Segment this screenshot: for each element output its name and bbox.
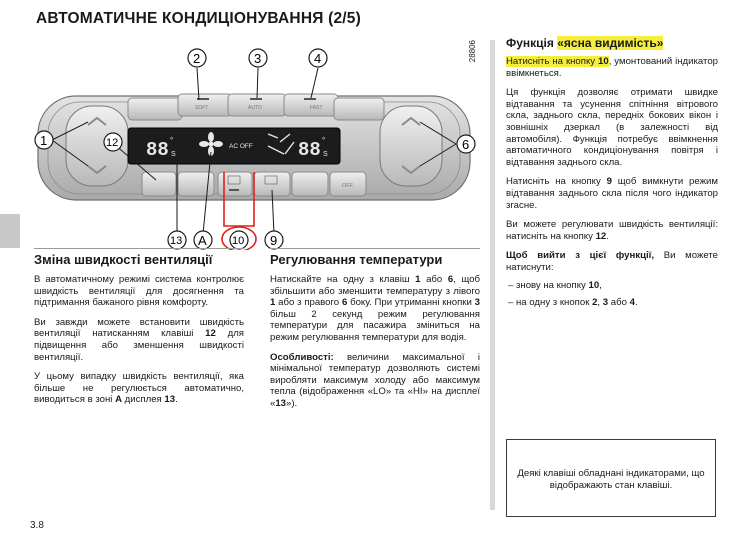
callout-9 xyxy=(265,231,283,249)
fan-speed-p3: У цьому випадку швидкість вентиляції, яка більше не регулюється автоматично, виводиться в зоні A дисплея 13. xyxy=(34,371,244,406)
svg-text:12: 12 xyxy=(106,137,119,149)
callout-2 xyxy=(188,49,206,67)
temperature-title: Регулювання температури xyxy=(270,252,443,267)
svg-text:6: 6 xyxy=(462,137,470,152)
temperature-section xyxy=(270,252,480,418)
svg-text:13: 13 xyxy=(170,235,183,247)
clear-view-p4: Ви можете регулювати швидкість вентиляції: натисніть на кнопку 12. xyxy=(506,219,718,242)
svg-text:1: 1 xyxy=(40,133,48,148)
svg-text:9: 9 xyxy=(270,233,278,248)
exit-option-2: – на одну з кнопок 2, 3 або 4. xyxy=(508,297,638,309)
page-number: 3.8 xyxy=(30,520,44,531)
svg-text:A: A xyxy=(198,233,207,248)
callout-1 xyxy=(35,131,53,149)
soft-label: SOFT xyxy=(195,105,209,111)
divider-mid xyxy=(270,248,480,249)
temperature-p1: Натискайте на одну з клавіш 1 або 6, щоб збільшити або зменшити температуру з лівого 1 або з правого 6 боку. При утриманні кнопки 3 більш 2 секунд режим регулювання температури для пасажира зміниться на режим регулювання температури для водія. xyxy=(270,274,481,343)
fan-speed-p2: Ви завжди можете встановити швидкість вентиляції натисканням клавіші 12 для підвищення або зменшення швидкості вентиляції. xyxy=(34,316,245,363)
divider-left xyxy=(34,248,244,249)
callout-4 xyxy=(309,49,327,67)
clear-view-p5: Щоб вийти з цієї функції, Ви можете натиснути: xyxy=(506,250,719,273)
display-left-temp: 88 xyxy=(146,139,169,161)
svg-text:2: 2 xyxy=(193,51,201,66)
section-tab-marker xyxy=(0,214,20,248)
callout-12 xyxy=(104,133,122,151)
off-label: OFF xyxy=(342,183,353,189)
button-12-fan xyxy=(142,172,176,196)
button-top-right xyxy=(334,98,384,120)
svg-text:4: 4 xyxy=(314,51,322,66)
callout-A xyxy=(194,231,212,249)
display-right-deg: ° xyxy=(322,136,326,145)
callout-10 xyxy=(222,227,256,250)
page-title xyxy=(36,10,361,28)
fan-speed-section xyxy=(34,252,244,414)
page-title-text: АВТОМАТИЧНЕ КОНДИЦІОНУВАННЯ xyxy=(36,10,324,27)
display-left-deg: ° xyxy=(170,136,174,145)
page-title-part: (2/5) xyxy=(328,10,361,27)
clear-view-p3: Натисніть на кнопку 9 щоб вимкнути режим відтавання заднього скла після чого індикатор згасне. xyxy=(506,176,718,211)
fast-label: FAST xyxy=(310,105,323,111)
clear-view-section xyxy=(506,36,718,309)
figure-number: 28806 xyxy=(468,40,477,63)
note-box xyxy=(506,439,716,517)
clear-view-p2: Ця функція дозволяє отримати швидке відтавання та усунення спітніння вітрового скла, заднього скла, передніх бокових вікон і зовнішніх дзеркал (в залежності від автомобіля). Функція потребує ввімкнення автоматичного кондиціонування повітря і відтавання заднього скла. xyxy=(506,87,718,168)
clear-view-p1: Натисніть на кнопку 10, умонтований індикатор ввімкнеться. xyxy=(506,56,718,79)
ac-off-label: AC OFF xyxy=(229,143,253,150)
display-right-temp: 88 xyxy=(298,139,321,161)
callout-13 xyxy=(168,231,186,249)
fan-speed-p1: В автоматичному режимі система контролює швидкість вентиляції для досягнення та підтримання бажаного рівня комфорту. xyxy=(34,274,244,309)
button-recirc xyxy=(128,98,182,120)
exit-option-1: – знову на кнопку 10, xyxy=(508,279,602,291)
svg-text:10: 10 xyxy=(232,235,245,247)
callout-3 xyxy=(249,49,267,67)
note-text: Деякі клавіші обладнані індикаторами, що відображають стан клавіші. xyxy=(517,468,705,491)
climate-control-diagram xyxy=(28,38,480,250)
display-right-suffix: S xyxy=(323,151,328,158)
temperature-p2: Особливості: величини максимальної і мінімальної температур дозволяють системі виробляти максимум холоду або максимум тепла (відображення «LO» та «HI» на дисплеї «13»). xyxy=(270,351,480,409)
auto-label: AUTO xyxy=(248,105,262,111)
callout-6 xyxy=(457,135,475,153)
fan-speed-title: Зміна швидкості вентиляції xyxy=(34,252,213,267)
clear-view-title: Функція «ясна видимість» xyxy=(506,36,664,50)
column-divider xyxy=(490,40,495,510)
svg-text:3: 3 xyxy=(254,51,262,66)
display-left-suffix: S xyxy=(171,151,176,158)
button-bottom-5 xyxy=(292,172,328,196)
